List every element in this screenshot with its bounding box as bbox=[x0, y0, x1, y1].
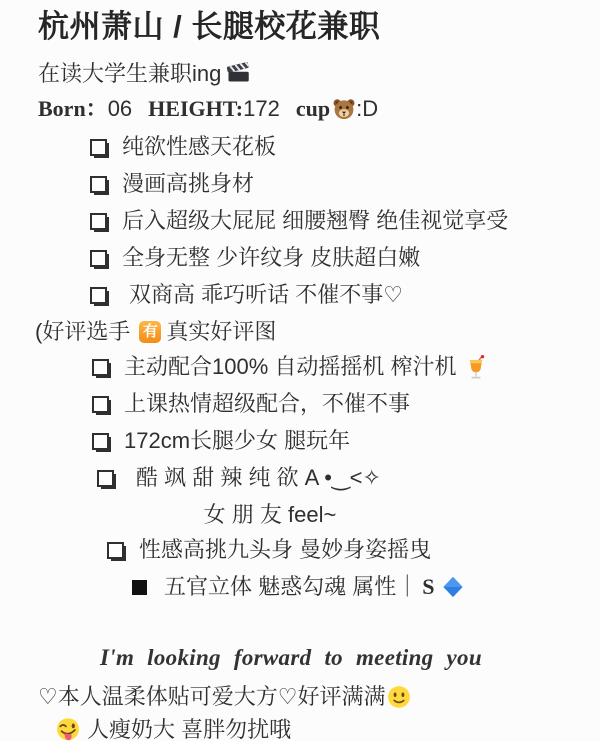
blue-diamond-icon bbox=[442, 576, 464, 598]
last-line-text: 人瘦奶大 喜胖勿扰哦 bbox=[87, 717, 292, 741]
personality-line bbox=[38, 683, 600, 711]
review-prefix: (好评选手 bbox=[35, 319, 131, 344]
features-primary-list bbox=[0, 133, 600, 309]
checkbox-bullet-icon bbox=[90, 287, 107, 304]
checkbox-bullet-icon bbox=[90, 176, 107, 193]
checkbox-bullet-icon bbox=[90, 213, 107, 230]
list-item bbox=[97, 464, 600, 492]
subtitle-text: 在读大学生兼职ing bbox=[38, 61, 222, 86]
list-item bbox=[90, 133, 600, 161]
english-footer-line: I'm looking forward to meeting you bbox=[100, 645, 482, 670]
feature-text: 酷 飒 甜 辣 纯 欲 A •‿˂✧ bbox=[136, 465, 381, 490]
list-item bbox=[90, 170, 600, 198]
checkbox-bullet-icon bbox=[97, 470, 114, 487]
list-item bbox=[92, 390, 600, 418]
review-suffix: 真实好评图 bbox=[166, 319, 277, 344]
feature-text: 上课热情超级配合，不催不事 bbox=[124, 391, 411, 416]
features-secondary-list bbox=[0, 353, 600, 492]
born-value: 06 bbox=[107, 96, 133, 121]
feature-text: 漫画高挑身材 bbox=[122, 171, 255, 196]
feature-text: 全身无整 少许纹身 皮肤超白嫩 bbox=[122, 245, 421, 270]
cup-value: :D bbox=[356, 96, 379, 121]
slightly-smiling-face-icon bbox=[387, 685, 411, 709]
checkbox-bullet-icon bbox=[90, 250, 107, 267]
checkbox-bullet-icon bbox=[92, 359, 109, 376]
checkbox-bullet-icon bbox=[90, 139, 107, 156]
attribute-grade: S bbox=[422, 574, 435, 599]
born-label: Born： bbox=[38, 96, 108, 121]
feature-text: 后入超级大屁屁 细腰翘臀 绝佳视觉享受 bbox=[122, 208, 509, 233]
personality-text: ♡本人温柔体贴可爱大方♡好评满满 bbox=[38, 684, 386, 709]
list-item bbox=[107, 536, 600, 564]
clapper-board-icon bbox=[227, 62, 251, 86]
black-square-bullet-icon bbox=[132, 580, 147, 595]
attribute-text: 五官立体 魅惑勾魂 属性｜ bbox=[164, 574, 419, 599]
feature-text: 纯欲性感天花板 bbox=[122, 134, 277, 159]
checkbox-bullet-icon bbox=[107, 542, 124, 559]
girlfriend-feel-line: 女 朋 友 feel~ bbox=[203, 502, 337, 527]
height-label: HEIGHT: bbox=[148, 96, 244, 121]
stats-line bbox=[38, 95, 600, 123]
checkbox-bullet-icon bbox=[92, 433, 109, 450]
bear-face-icon bbox=[332, 97, 356, 121]
review-note-line bbox=[35, 318, 600, 346]
subtitle-line bbox=[38, 60, 600, 88]
list-item bbox=[90, 281, 600, 309]
last-line bbox=[55, 716, 600, 741]
feature-text: 172cm长腿少女 腿玩年 bbox=[124, 428, 351, 453]
tropical-drink-icon bbox=[465, 354, 487, 380]
height-value: 172 bbox=[243, 96, 280, 121]
page-title: 杭州萧山 / 长腿校花兼职 bbox=[38, 9, 381, 44]
list-item bbox=[92, 427, 600, 455]
list-item bbox=[90, 244, 600, 272]
checkbox-bullet-icon bbox=[92, 396, 109, 413]
you-have-badge-icon: 有 bbox=[139, 321, 161, 343]
winking-tongue-face-icon bbox=[55, 717, 81, 741]
figure-text: 性感高挑九头身 曼妙身姿摇曳 bbox=[139, 537, 432, 562]
list-item bbox=[90, 207, 600, 235]
feature-text: 主动配合100% 自动摇摇机 榨汁机 bbox=[124, 354, 457, 379]
list-item bbox=[92, 353, 600, 381]
cup-label: cup bbox=[295, 96, 331, 121]
attribute-line bbox=[132, 573, 600, 601]
feature-text: 双商高 乖巧听话 不催不事♡ bbox=[129, 282, 403, 307]
